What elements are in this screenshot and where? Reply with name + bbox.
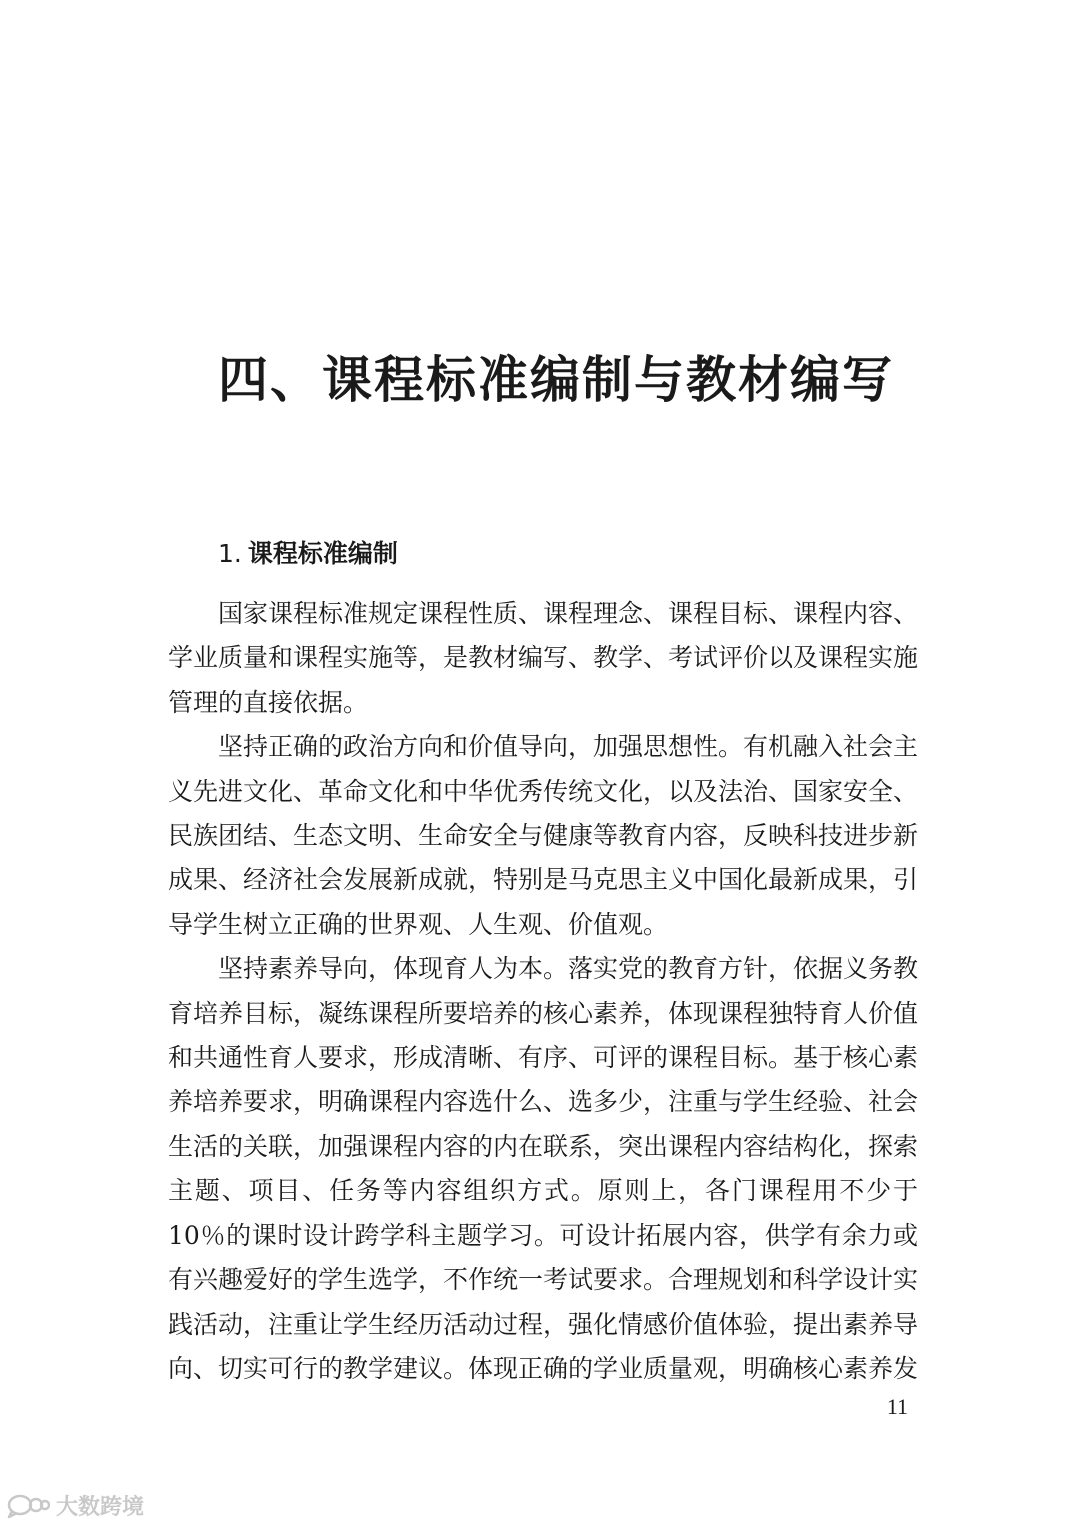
page-title: 四、课程标准编制与教材编写 (218, 351, 894, 409)
section-heading-text: 课程标准编制 (247, 539, 398, 568)
section-heading (218, 534, 398, 570)
watermark-text: 大数跨境 (56, 1495, 145, 1520)
page-number: 11 (886, 1394, 908, 1419)
body-text (168, 592, 918, 1391)
paragraph: 坚持素养导向，体现育人为本。落实党的教育方针，依据义务教育培养目标，凝练课程所要培养的核心素养，体现课程独特育人价值和共通性育人要求，形成清晰、有序、可评的课程目标。基于核心素养培养要求，明确课程内容选什么、选多少，注重与学生经验、社会生活的关联，加强课程内容的内在联系，突出课程内容结构化，探索主题、项目、任务等内容组织方式。原则上，各门课程用不少于10％的课时设计跨学科主题学习。可设计拓展内容，供学有余力或有兴趣爱好的学生选学，不作统一考试要求。合理规划和科学设计实践活动，注重让学生经历活动过程，强化情感价值体验，提出素养导向、切实可行的教学建议。体现正确的学业质量观，明确核心素养发 (168, 954, 919, 1383)
paragraph: 坚持正确的政治方向和价值导向，加强思想性。有机融入社会主义先进文化、革命文化和中华优秀传统文化，以及法治、国家安全、民族团结、生态文明、生命安全与健康等教育内容，反映科技进步新成果、经济社会发展新成就，特别是马克思主义中国化最新成果，引导学生树立正确的世界观、人生观、价值观。 (168, 732, 919, 939)
section-number: 1. (218, 539, 242, 568)
paragraph: 国家课程标准规定课程性质、课程理念、课程目标、课程内容、学业质量和课程实施等，是教材编写、教学、考试评价以及课程实施管理的直接依据。 (168, 599, 919, 717)
chat-bubble-logo-icon (6, 1493, 50, 1519)
watermark (6, 1490, 144, 1521)
